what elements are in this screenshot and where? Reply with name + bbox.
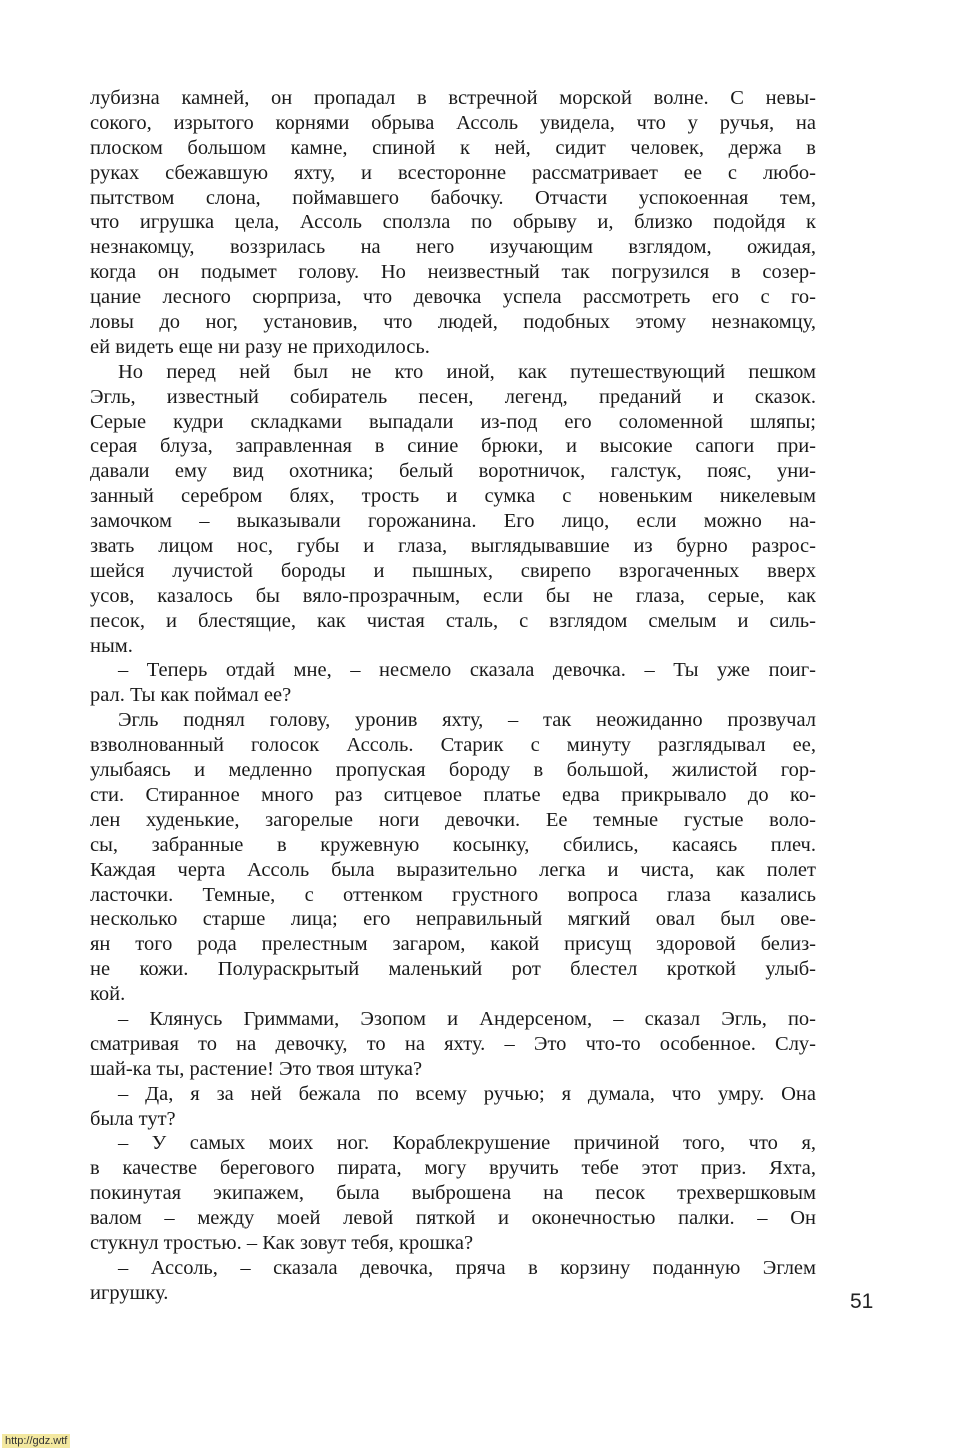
text-line: Но перед ней был не кто иной, как путешествующий пешком <box>118 360 816 383</box>
text-line: плоском большом камне, спиной к ней, сидит человек, держа в <box>90 136 816 159</box>
text-line: ей видеть еще ни разу не приходилось. <box>90 335 430 358</box>
text-line: усов, казалось бы вяло-прозрачным, если бы не глаза, серые, как <box>90 584 816 607</box>
text-line: песок, и блестящие, как чистая сталь, с взглядом смелым и силь- <box>90 609 816 632</box>
text-line: была тут? <box>90 1107 176 1130</box>
text-line: рал. Ты как поймал ее? <box>90 684 292 707</box>
text-line: Каждая черта Ассоль была выразительно легка и чиста, как полет <box>90 858 816 881</box>
text-line: покинутая экипажем, была выброшена на песок трехвершковым <box>90 1182 816 1205</box>
text-line: руках сбежавшую яхту, и всесторонне рассматривает ее с любо- <box>90 161 816 184</box>
text-line: – Да, я за ней бежала по всему ручью; я думала, что умру. Она <box>118 1082 816 1105</box>
text-line: в качестве берегового пирата, могу вручить тебе этот приз. Яхта, <box>90 1157 816 1180</box>
text-line: шай-ка ты, растение! Это твоя штука? <box>90 1057 423 1080</box>
text-line: незнакомцу, воззрилась на него изучающим взглядом, ожидая, <box>90 236 816 259</box>
text-line: что игрушка цела, Ассоль сползла по обрыву и, близко подойдя к <box>90 211 816 234</box>
text-line: ловы до ног, установив, что людей, подобных этому незнакомцу, <box>90 311 816 334</box>
text-line: Серые кудри складками выпадали из-под его соломенной шляпы; <box>90 410 816 433</box>
text-line: сти. Стиранное много раз ситцевое платье едва прикрывало до ко- <box>90 783 816 806</box>
text-line: стукнул тростью. – Как зовут тебя, крошка? <box>90 1231 474 1254</box>
text-line: – Теперь отдай мне, – несмело сказала девочка. – Ты уже поиг- <box>118 659 816 682</box>
text-line: шейся лучистой бороды и пышных, свирепо взрогаченных вверх <box>90 559 816 582</box>
text-line: сокого, изрытого корнями обрыва Ассоль увидела, что у ручья, на <box>90 111 816 134</box>
text-line: – У самых моих ног. Кораблекрушение причиной того, что я, <box>118 1132 816 1155</box>
text-line: давали ему вид охотника; белый воротничок, галстук, пояс, уни- <box>90 460 816 483</box>
text-line: пытством слона, поймавшего бабочку. Отчасти успокоенная тем, <box>90 186 816 209</box>
text-line: кой. <box>90 983 126 1006</box>
text-line: серая блуза, заправленная в синие брюки, и высокие сапоги при- <box>90 435 816 458</box>
text-line: взволнованный голосок Ассоль. Старик с минуту разглядывал ее, <box>90 734 816 757</box>
text-line: лен худенькие, загорелые ноги девочки. Ее темные густые воло- <box>90 808 816 831</box>
text-line: цание лесного сюрприза, что девочка успела рассмотреть его с го- <box>90 286 816 309</box>
text-line: лубизна камней, он пропадал в встречной морской волне. С невы- <box>90 87 816 109</box>
text-line: валом – между моей левой пяткой и оконечностью палки. – Он <box>90 1207 816 1230</box>
text-line: Эгль, известный собиратель песен, легенд, преданий и сказок. <box>90 385 816 408</box>
text-line: ным. <box>90 634 133 657</box>
text-line: замочком – выказывали горожанина. Его лицо, если можно на- <box>90 510 816 533</box>
text-line: игрушку. <box>90 1281 169 1304</box>
text-line: звать лицом нос, губы и глаза, выглядывавшие из бурно разрос- <box>90 535 816 558</box>
text-line: занный серебром блях, трость и сумка с новеньким никелевым <box>90 485 816 508</box>
page-number: 51 <box>850 1290 874 1313</box>
text-line: – Клянусь Гриммами, Эзопом и Андерсеном, – сказал Эгль, по- <box>118 1007 816 1030</box>
text-line: ласточки. Темные, с оттенком грустного вопроса глаза казались <box>90 883 816 906</box>
text-line: несколько старше лица; его неправильный мягкий овал был ове- <box>90 908 816 931</box>
text-line: когда он подымет голову. Но неизвестный так погрузился в созер- <box>90 261 816 284</box>
body-text <box>90 86 816 1306</box>
text-line: Эгль поднял голову, уронив яхту, – так неожиданно прозвучал <box>118 709 816 732</box>
text-line: сы, забранные в кружевную косынку, сбились, касаясь плеч. <box>90 833 816 856</box>
text-line: улыбаясь и медленно пропуская бороду в большой, жилистой гор- <box>90 759 816 782</box>
text-line: – Ассоль, – сказала девочка, пряча в корзину поданную Эглем <box>118 1256 816 1279</box>
text-line: не кожи. Полураскрытый маленький рот блестел кроткой улыб- <box>90 958 816 981</box>
text-line: ян того рода прелестным загаром, какой присущ здоровой белиз- <box>90 933 816 956</box>
text-line: сматривая то на девочку, то на яхту. – Это что-то особенное. Слу- <box>90 1032 816 1055</box>
watermark-link[interactable]: http://gdz.wtf <box>2 1434 70 1448</box>
